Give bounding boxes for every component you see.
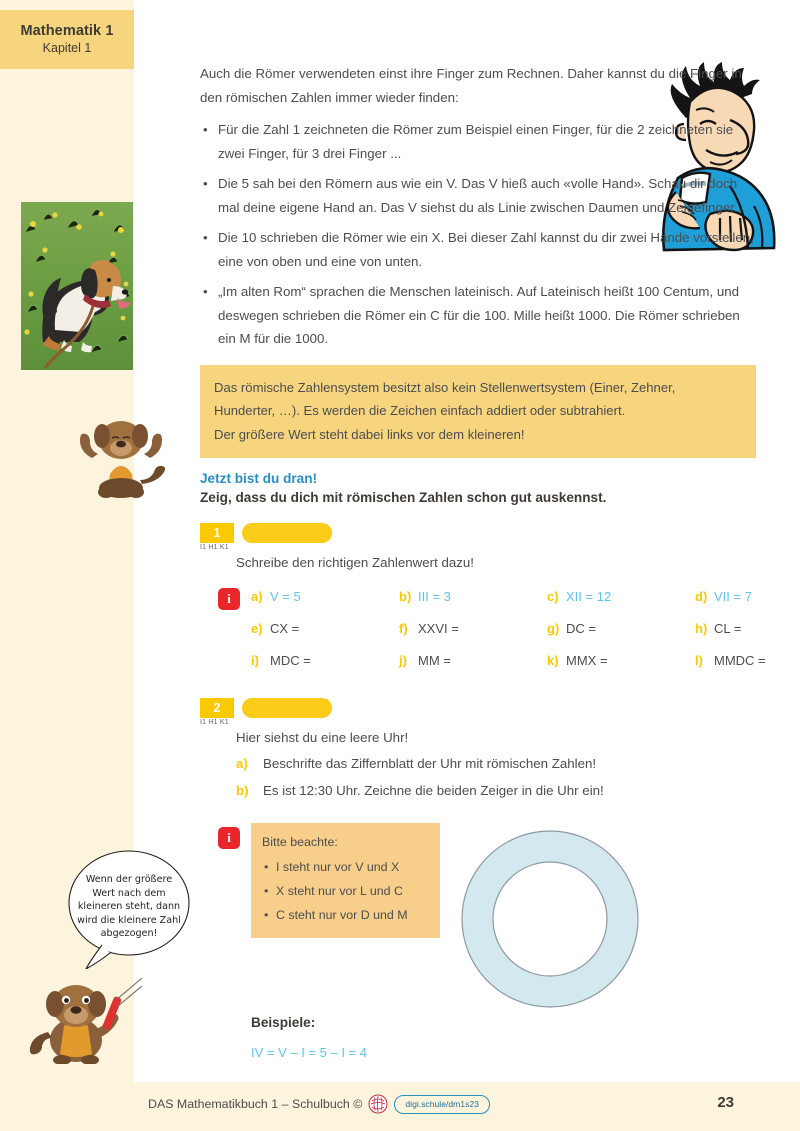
item-value: MDC = [270,653,311,668]
exercise-item[interactable] [547,650,695,672]
page-footer [134,1080,800,1131]
item-label: h) [695,621,708,636]
item-value: XXVI = [418,621,459,636]
exercise-2-header [200,698,756,726]
exercise-item[interactable] [547,586,695,608]
note-line: Der größere Wert steht dabei links vor dem kleineren! [214,426,525,442]
exercise-item[interactable] [695,586,800,608]
beachte-rule: • I steht nur vor V und X [276,855,429,879]
item-value: MMDC = [714,653,766,668]
chapter-label: Kapitel 1 [42,41,92,55]
intro-paragraph: Auch die Römer verwendeten einst ihre Finger zum Rechnen. Daher kannst du die Finger in den römischen Zahlen immer wieder finden: [200,66,742,105]
note-line: Hunderter, …). Es werden die Zeichen einfach addiert oder subtrahiert. [214,403,626,418]
callout-subheading: Zeig, dass du dich mit römischen Zahlen schon gut auskennst. [200,490,607,505]
info-icon: i [218,588,240,610]
note-line: Das römische Zahlensystem besitzt also kein Stellenwertsystem (Einer, Zehner, [214,379,676,395]
exercise-1-number: 1 [200,523,234,543]
sub-label: b) [236,783,249,798]
book-title: Mathematik 1 [20,23,114,39]
item-label: d) [695,589,708,604]
item-value: DC = [566,621,596,636]
exercise-1-code: I1 H1 K1 [200,544,229,551]
exercise-2-answer-bar[interactable] [242,698,332,718]
footer-divider [134,1080,800,1082]
exercise-item[interactable] [695,618,800,640]
chapter-header [0,10,134,69]
item-label: g) [547,621,560,636]
item-value: MMX = [566,653,608,668]
bullet-item: • Die 10 schrieben die Römer wie ein X. Bei dieser Zahl kannst du dir zwei Hände vorstellen, eine von oben und eine von unten. [216,226,756,273]
item-value: VII = 7 [714,589,752,604]
item-label: b) [399,589,412,604]
item-label: f) [399,621,408,636]
page-number: 23 [717,1094,734,1111]
bullet-item: • „Im alten Rom“ sprachen die Menschen lateinisch. Auf Lateinisch heißt 100 Centum, und deswegen schrieben die Römer ein C für die 100. Mille heißt 1000. Die Römer schrieben ein M für die 1000. [216,280,756,351]
dog-photograph [21,202,133,370]
item-value: MM = [418,653,451,668]
exercise-2-code: I1 H1 K1 [200,719,229,726]
item-value: III = 3 [418,589,451,604]
beachte-rules [262,855,429,927]
speech-bubble-text: Wenn der größere Wert nach dem kleineren steht, dann wird die kleinere Zahl abgezogen! [77,874,181,940]
item-label: k) [547,653,559,668]
footer-credit [148,1094,490,1114]
pointing-dog-illustration [24,972,142,1064]
empty-clock-face[interactable] [458,827,642,1011]
item-label: i) [251,653,259,668]
beachte-rule: • X steht nur vor L und C [276,879,429,903]
bullet-item: • Die 5 sah bei den Römern aus wie ein V. Das V hieß auch «volle Hand». Schau dir doch mal deine eigene Hand an. Das V siehst du als Linie zwischen Daumen und Zeigefinger. [216,172,756,219]
exercise-item[interactable] [251,618,399,640]
item-value: CL = [714,621,742,636]
sub-label: a) [236,756,248,771]
exercise-item[interactable] [399,650,547,672]
exercise-item[interactable] [251,586,399,608]
exercise-item[interactable] [695,650,800,672]
exercise-1-body [200,586,766,672]
exercise-2-sub-b[interactable] [236,779,756,803]
exercise-1-header [200,523,756,551]
item-label: a) [251,589,263,604]
exercise-1-answer-bar[interactable] [242,523,332,543]
info-icon: i [218,827,240,849]
item-value: CX = [270,621,300,636]
publisher-logo-icon [368,1094,388,1114]
rule-note-box [200,365,756,459]
exercise-1-items [251,586,766,672]
exercise-item[interactable] [399,586,547,608]
sub-text: Beschrifte das Ziffernblatt der Uhr mit römischen Zahlen! [263,756,597,771]
beispiele-title: Beispiele: [251,1015,316,1030]
beachte-and-clock-row [200,823,756,1013]
beachte-heading: Bitte beachte: [262,835,338,849]
beachte-box [251,823,440,938]
exercise-2-number: 2 [200,698,234,718]
footer-text: DAS Mathematikbuch 1 – Schulbuch © [148,1097,363,1111]
sub-text: Es ist 12:30 Uhr. Zeichne die beiden Zeiger in die Uhr ein! [263,783,604,798]
digital-link-pill[interactable]: digi.schule/dm1s23 [394,1095,490,1114]
main-column [134,0,800,1131]
beispiel-line-1: IV = V – I = 5 – I = 4 [251,1045,367,1060]
exercise-2-instruction: Hier siehst du eine leere Uhr! [236,730,409,745]
exercise-item[interactable] [399,618,547,640]
exercise-item[interactable] [251,650,399,672]
bullet-item: • Für die Zahl 1 zeichneten die Römer zum Beispiel einen Finger, für die 2 zeichneten sie zwei Finger, für 3 drei Finger ... [216,118,756,165]
item-label: j) [399,653,407,668]
item-label: c) [547,589,559,604]
exercise-2-sub-a[interactable] [236,752,756,776]
item-label: l) [695,653,703,668]
item-value: V = 5 [270,589,301,604]
beachte-rule: • C steht nur vor D und M [276,903,429,927]
item-value: XII = 12 [566,589,612,604]
left-sidebar [0,0,181,1131]
item-label: e) [251,621,263,636]
callout-heading: Jetzt bist du dran! [200,471,318,486]
content-area [200,62,766,1129]
roman-numeral-bullets [200,118,756,351]
exercise-item[interactable] [547,618,695,640]
exercise-1-instruction: Schreibe den richtigen Zahlenwert dazu! [236,555,475,570]
